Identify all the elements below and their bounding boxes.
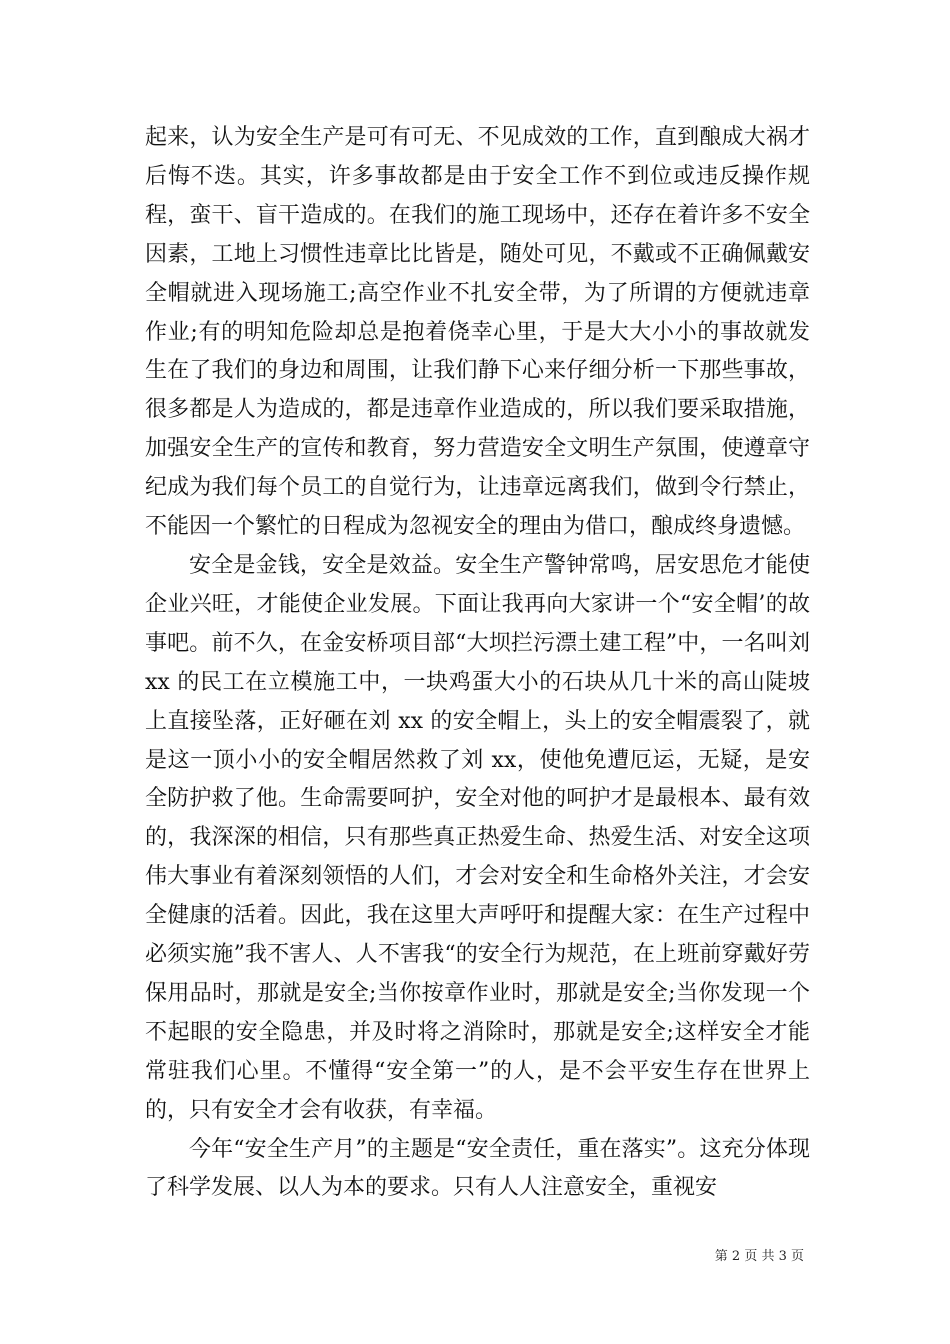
paragraph-1: 起来，认为安全生产是可有可无、不见成效的工作，直到酿成大祸才后悔不迭。其实，许多事故都是由于安全工作不到位或违反操作规程，蛮干、盲干造成的。在我们的施工现场中，还存在着许多不安全因素，工地上习惯性违章比比皆是，随处可见，不戴或不正确佩戴安全帽就进入现场施工;高空作业不扎安全带，为了所谓的方便就违章作业;有的明知危险却总是抱着侥幸心里，于是大大小小的事故就发生在了我们的身边和周围，让我们静下心来仔细分析一下那些事故，很多都是人为造成的，都是违章作业造成的，所以我们要采取措施，加强安全生产的宣传和教育，努力营造安全文明生产氛围，使遵章守纪成为我们每个员工的自觉行为，让违章远离我们，做到令行禁止，不能因一个繁忙的日程成为忽视安全的理由为借口，酿成终身遗憾。 [145, 125, 810, 540]
paragraph-3: 今年“安全生产月”的主题是“安全责任，重在落实”。这充分体现了科学发展、以人为本的要求。只有人人注意安全，重视安 [145, 1136, 810, 1201]
paragraph-2: 安全是金钱，安全是效益。安全生产警钟常鸣，居安思危才能使企业兴旺，才能使企业发展。下面让我再向大家讲一个“安全帽’的故事吧。前不久，在金安桥项目部“大坝拦污漂土建工程”中，一名叫刘 xx 的民工在立模施工中，一块鸡蛋大小的石块从几十米的高山陡坡上直接坠落，正好砸在刘 xx 的安全帽上，头上的安全帽震裂了，就是这一顶小小的安全帽居然救了刘 xx，使他免遭厄运，无疑，是安全防护救了他。生命需要呵护，安全对他的呵护才是最根本、最有效的，我深深的相信，只有那些真正热爱生命、热爱生活、对安全这项伟大事业有着深刻领悟的人们，才会对安全和生命格外关注，才会安全健康的活着。因此，我在这里大声呼吁和提醒大家：在生产过程中必须实施”我不害人、人不害我“的安全行为规范，在上班前穿戴好劳保用品时，那就是安全;当你按章作业时，那就是安全;当你发现一个不起眼的安全隐患，并及时将之消除时，那就是安全;这样安全才能常驻我们心里。不懂得“安全第一”的人，是不会平安生存在世界上的，只有安全才会有收获，有幸福。 [145, 552, 810, 1123]
page-number: 第 2 页 共 3 页 [714, 1249, 804, 1264]
body-text [145, 119, 810, 1208]
